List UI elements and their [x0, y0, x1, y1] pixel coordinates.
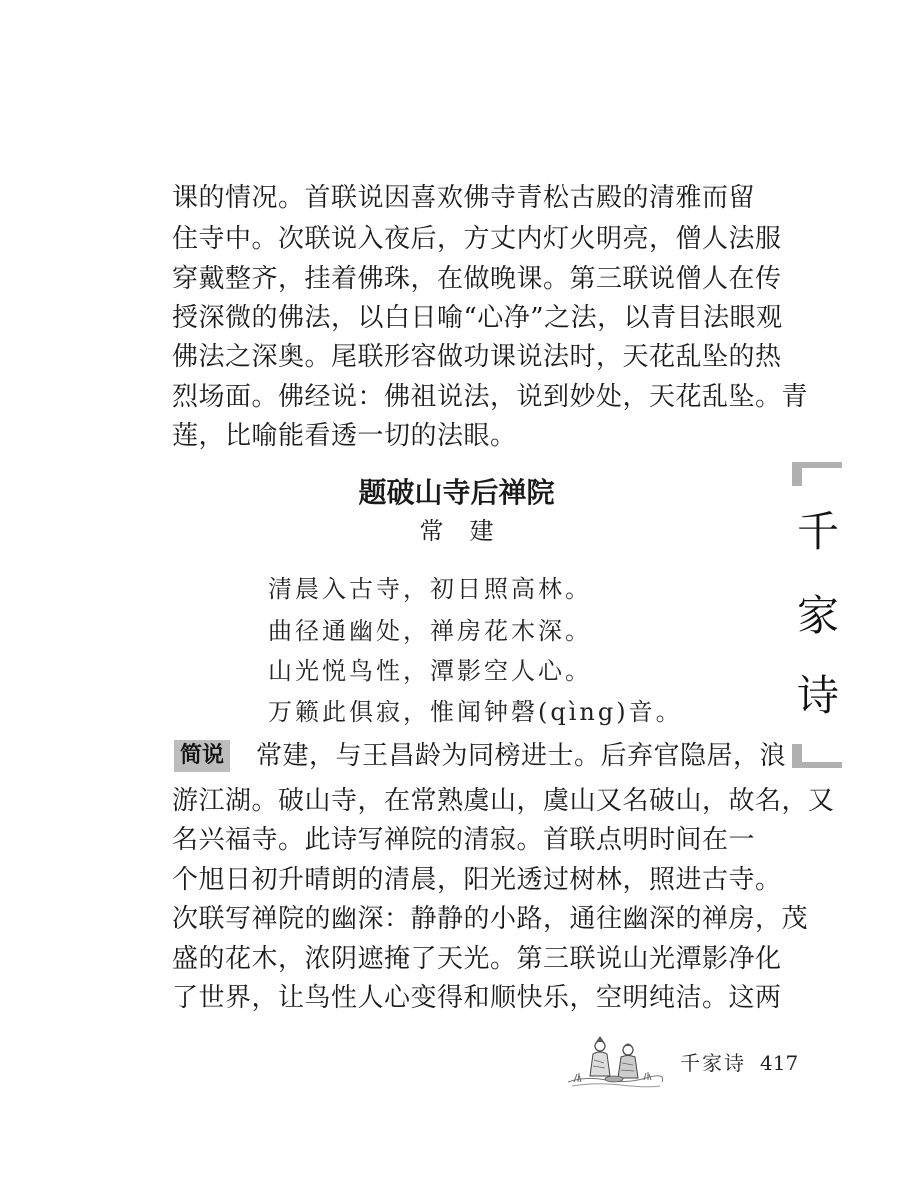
bracket-top-icon [792, 462, 842, 486]
text-line: 游江湖。破山寺，在常熟虞山，虞山又名破山，故名，又 [172, 786, 835, 816]
poem-line: 万籁此俱寂，惟闻钟磬(qìng)音。 [268, 698, 683, 726]
side-tab [792, 462, 842, 768]
page-number: 417 [760, 1051, 799, 1075]
poem-line: 山光悦鸟性，潭影空人心。 [268, 657, 592, 685]
text-line: 佛法之深奥。尾联形容做功课说法时，天花乱坠的热 [172, 342, 782, 372]
poem-title: 题破山寺后禅院 [358, 476, 555, 509]
text-line: 穿戴整齐，挂着佛珠，在做晚课。第三联说僧人在传 [172, 264, 782, 294]
side-tab-char: 千 [796, 507, 839, 556]
text-line: 烈场面。佛经说：佛祖说法，说到妙处，天花乱坠。青 [172, 382, 809, 412]
two-scholars-illustration [566, 1032, 664, 1090]
text-line: 盛的花木，浓阴遮掩了天光。第三联说山光潭影净化 [172, 944, 782, 974]
text-line: 了世界，让鸟性人心变得和顺快乐，空明纯洁。这两 [172, 983, 782, 1013]
text-line: 授深微的佛法，以白日喻“心净”之法，以青目法眼观 [172, 303, 783, 333]
text-line: 次联写禅院的幽深：静静的小路，通往幽深的禅房，茂 [172, 904, 809, 934]
text-line: 课的情况。首联说因喜欢佛寺青松古殿的清雅而留 [172, 183, 756, 213]
text-line: 个旭日初升晴朗的清晨，阳光透过树林，照进古寺。 [172, 865, 782, 895]
footer-book-title: 千家诗 [680, 1051, 746, 1075]
poem-line: 清晨入古寺，初日照高林。 [268, 575, 592, 603]
commentary-tag: 简说 [174, 740, 230, 772]
text-line: 住寺中。次联说入夜后，方丈内灯火明亮，僧人法服 [172, 224, 782, 254]
poem-line: 曲径通幽处，禅房花木深。 [268, 617, 592, 645]
side-tab-char: 诗 [796, 671, 839, 720]
side-tab-char: 家 [796, 591, 839, 640]
poem-author: 常建 [419, 517, 520, 545]
text-line: 常建，与王昌龄为同榜进士。后弃官隐居，浪 [256, 741, 787, 771]
text-line: 莲，比喻能看透一切的法眼。 [172, 421, 517, 451]
bracket-bottom-icon [792, 744, 842, 768]
text-line: 名兴福寺。此诗写禅院的清寂。首联点明时间在一 [172, 825, 756, 855]
